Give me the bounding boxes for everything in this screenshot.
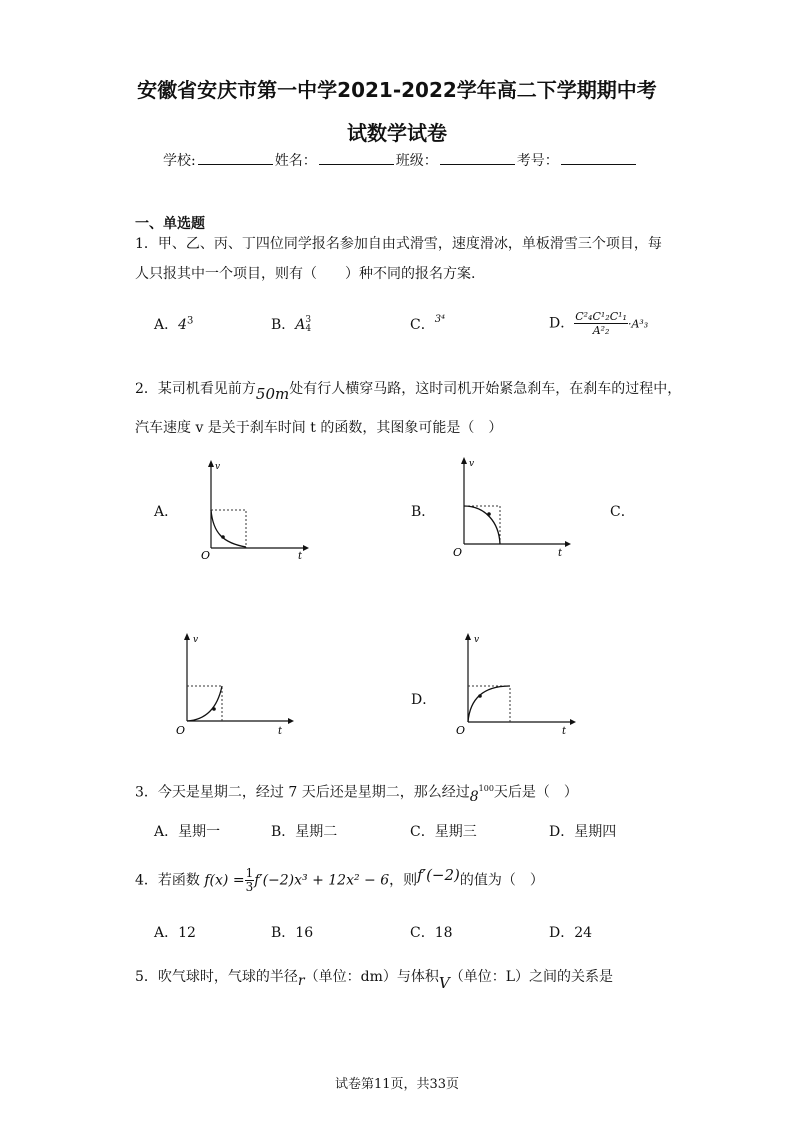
name-label: 姓名： (274, 153, 317, 169)
q2-option-c-label[interactable]: C． (610, 504, 635, 520)
q2-graph-d (452, 630, 582, 740)
q1-stem-line1: 1．甲、乙、丙、丁四位同学报名参加自由式滑雪，速度滑冰，单板滑雪三个项目，每 (135, 236, 662, 252)
v-axis-label: v (469, 459, 475, 469)
school-field[interactable] (198, 150, 273, 165)
q2-graph-b (445, 452, 575, 560)
page-title-line1: 安徽省安庆市第一中学2021-2022学年高二下学期期中考 (137, 78, 657, 102)
q4-option-b[interactable]: B．16 (271, 925, 314, 941)
q2-stem-line1: 2．某司机看见前方50m处有行人横穿马路，这时司机开始紧急刹车，在刹车的过程中， (135, 381, 682, 403)
v-axis-label: v (474, 635, 480, 645)
q4-option-a[interactable]: A．12 (154, 925, 196, 941)
page-footer: 试卷第11页，共33页 (334, 1077, 460, 1092)
q3-option-c[interactable]: C．星期三 (410, 824, 477, 840)
origin-label: O (456, 724, 466, 737)
v-axis-label: v (215, 462, 221, 472)
q1-option-b[interactable]: B．A 3 4 (271, 315, 312, 334)
t-axis-label: t (298, 551, 303, 560)
q5-stem: 5．吹气球时，气球的半径r（单位：dm）与体积V（单位：L）之间的关系是 (135, 969, 614, 992)
class-field[interactable] (440, 150, 515, 165)
info-fields (163, 150, 638, 170)
origin-label: O (176, 724, 186, 737)
q1-stem-line2: 人只报其中一个项目，则有（ ）种不同的报名方案. (135, 266, 476, 282)
exam-number-label: 考号： (516, 153, 559, 169)
class-label: 班级： (395, 153, 438, 169)
q3-stem: 3．今天是星期二，经过 7 天后还是星期二，那么经过$8^{100}$天后是（ ） (135, 784, 578, 805)
q1-option-a[interactable]: A．$4^3$ (154, 315, 194, 333)
q1-option-d[interactable]: D． $\frac{\text{C²₄C¹₂C¹₁}}{\text{A²₂}}$ ·A³₃ (549, 310, 649, 337)
q3-option-d[interactable]: D．星期四 (549, 824, 617, 840)
q1-option-c[interactable]: C．$^{3^4}$ (410, 314, 446, 333)
q4-option-c[interactable]: C．18 (410, 925, 453, 941)
q2-graph-c (170, 630, 300, 740)
q2-option-b-label[interactable]: B． (411, 504, 436, 520)
origin-label: O (453, 546, 463, 559)
origin-label: O (201, 549, 211, 560)
school-label: 学校: (163, 153, 196, 169)
exam-number-field[interactable] (561, 150, 636, 165)
t-axis-label: t (278, 726, 283, 737)
v-axis-label: v (193, 635, 199, 645)
t-axis-label: t (562, 726, 567, 737)
name-field[interactable] (319, 150, 394, 165)
q3-option-a[interactable]: A．星期一 (154, 824, 221, 840)
q4-option-d[interactable]: D．24 (549, 925, 593, 941)
q2-graph-a (195, 455, 315, 560)
t-axis-label: t (558, 548, 563, 559)
q3-option-b[interactable]: B．星期二 (271, 824, 338, 840)
page-title-line2: 试数学试卷 (347, 121, 447, 145)
section-heading: 一、单选题 (135, 216, 205, 232)
q2-option-d-label[interactable]: D． (411, 692, 437, 708)
q2-stem-line2: 汽车速度 v 是关于刹车时间 t 的函数，其图象可能是（ ） (135, 420, 503, 436)
q4-stem: 4．若函数 f(x) = $\frac{1}{3}$ f′(−2)x³ + 12x² − 6，则f′(−2)的值为（ ） (135, 865, 544, 894)
q2-option-a-label[interactable]: A． (154, 504, 179, 520)
